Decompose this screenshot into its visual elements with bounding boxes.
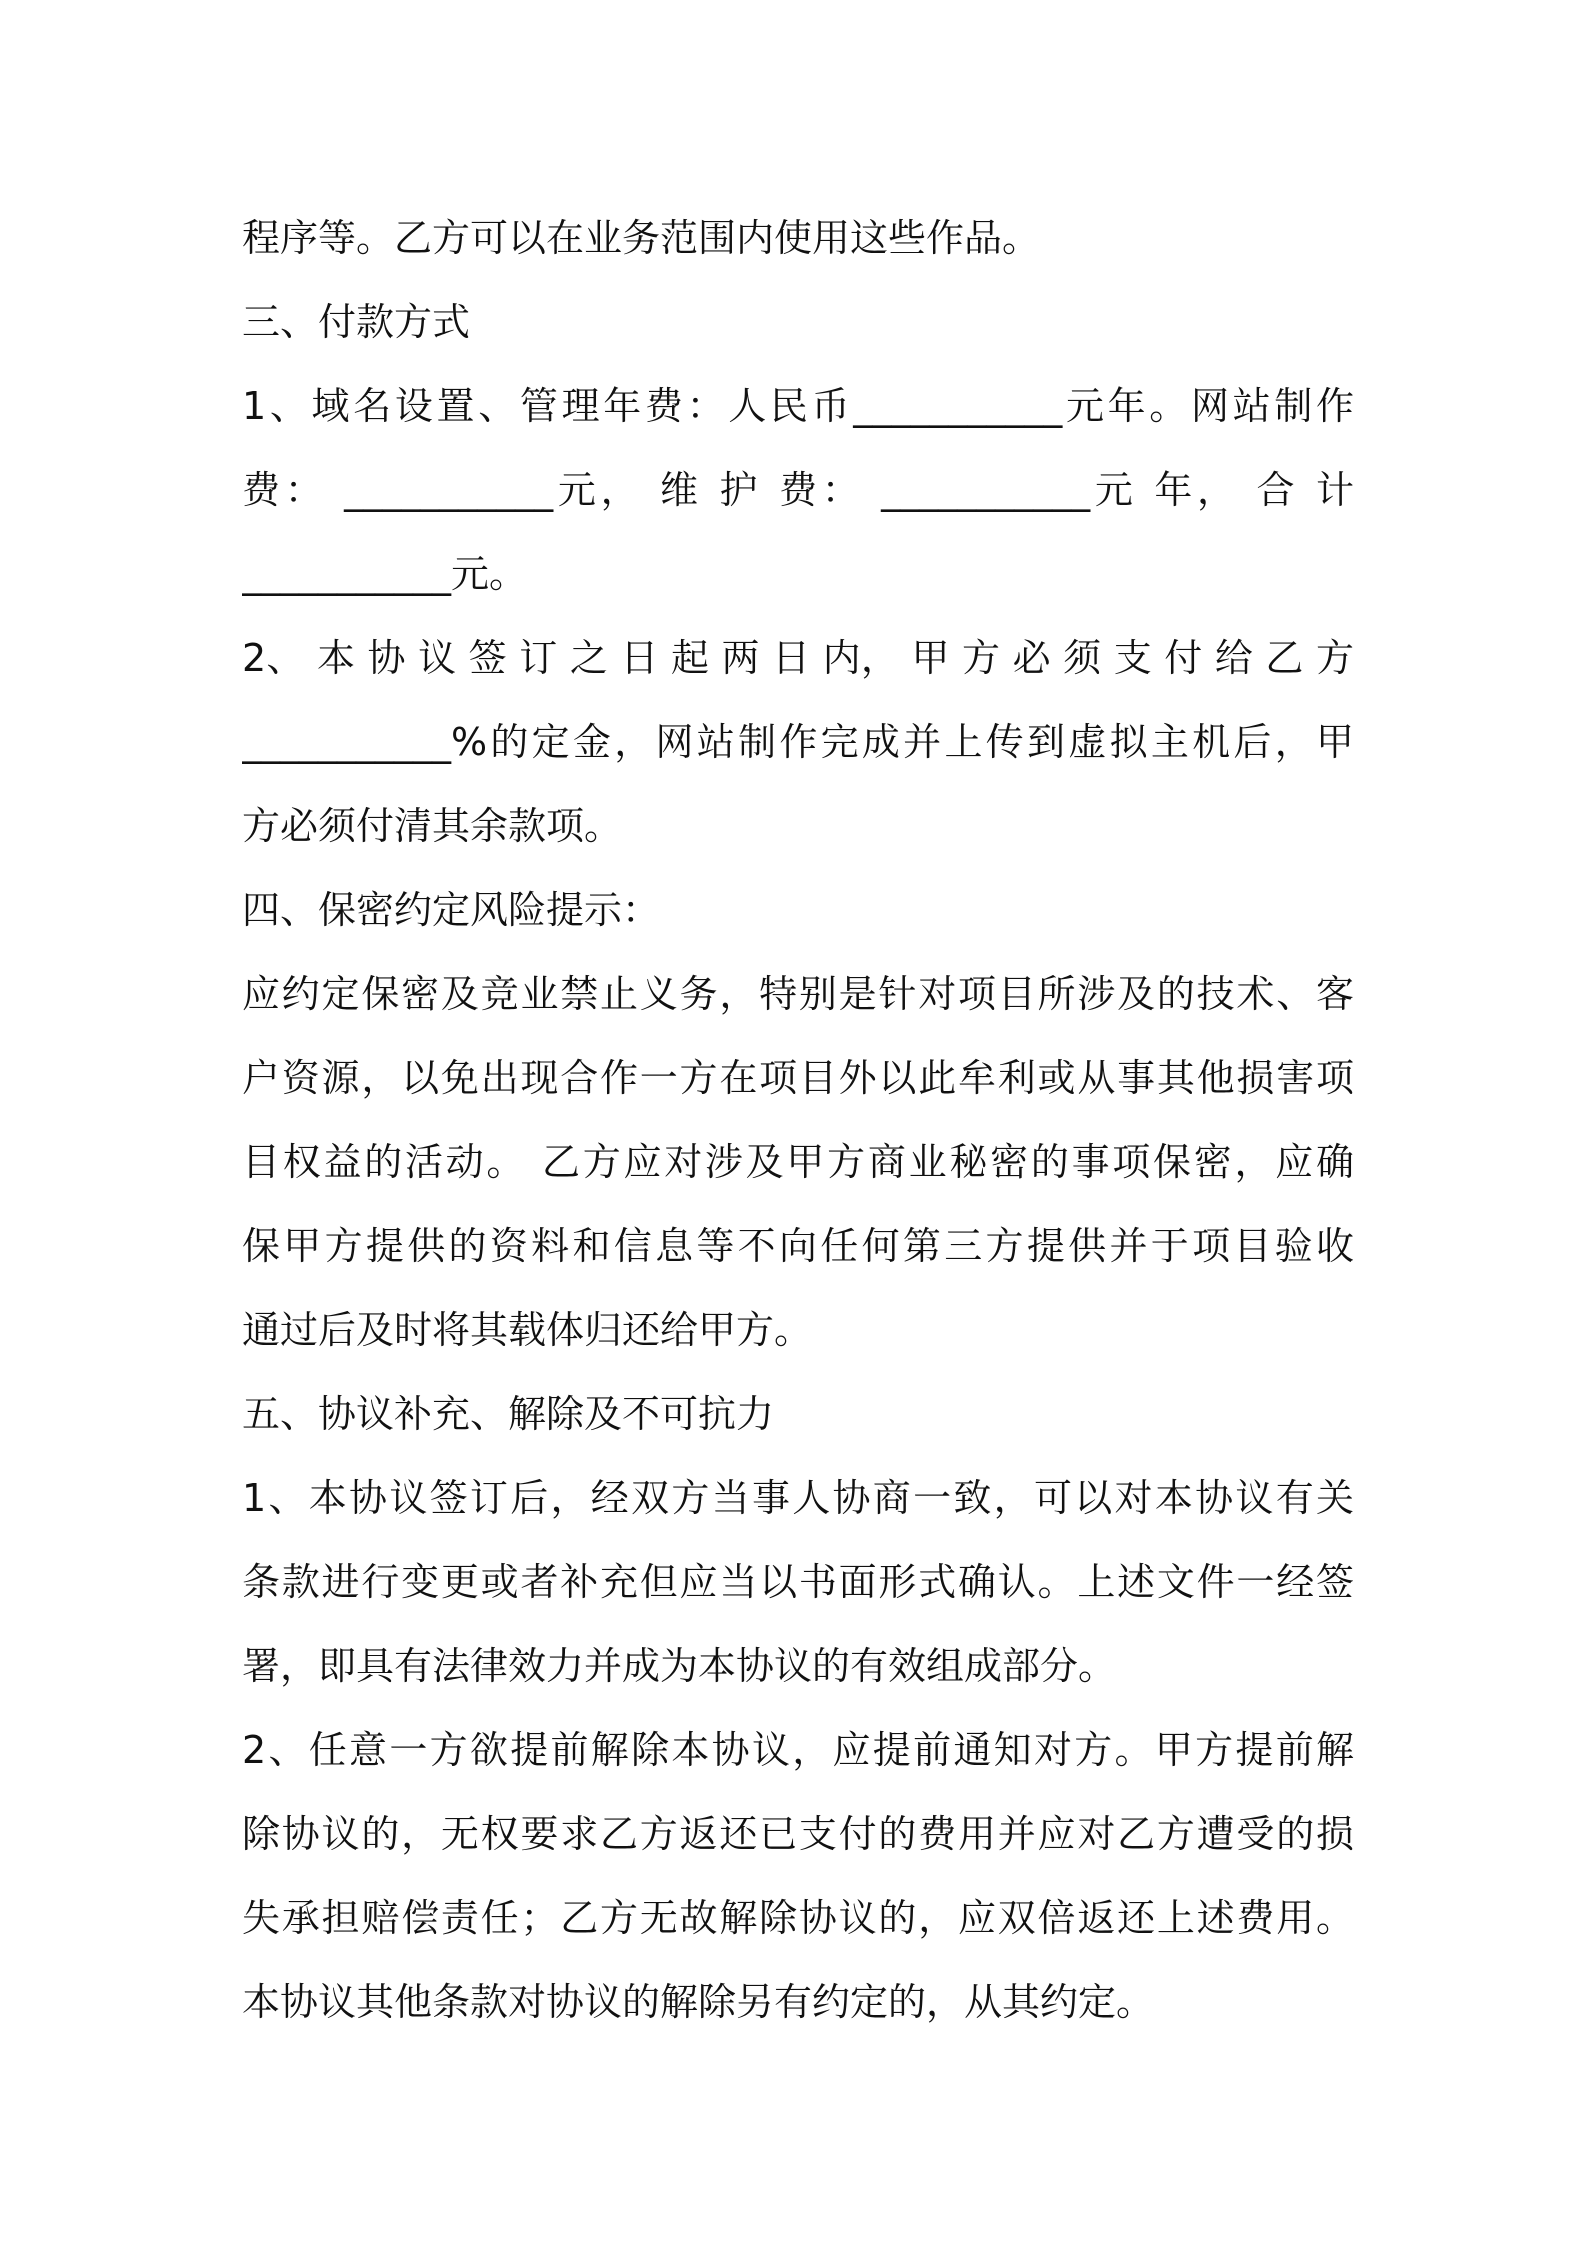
paragraph-line: 保甲方提供的资料和信息等不向任何第三方提供并于项目验收	[242, 1224, 1354, 1268]
paragraph-line: 本协议其他条款对协议的解除另有约定的，从其约定。	[242, 1980, 1155, 2024]
paragraph-line: 应约定保密及竞业禁止义务，特别是针对项目所涉及的技术、客	[242, 972, 1354, 1016]
paragraph-line: ___________%的定金，网站制作完成并上传到虚拟主机后，甲	[242, 720, 1354, 764]
paragraph-line: 程序等。乙方可以在业务范围内使用这些作品。	[242, 216, 1041, 260]
paragraph-line: 除协议的，无权要求乙方返还已支付的费用并应对乙方遭受的损	[242, 1812, 1354, 1856]
document-body	[242, 196, 1354, 2044]
paragraph-line: 署，即具有法律效力并成为本协议的有效组成部分。	[242, 1644, 1117, 1688]
paragraph-line: ___________元。	[242, 552, 528, 596]
paragraph-line: 方必须付清其余款项。	[242, 804, 623, 848]
paragraph-line: 条款进行变更或者补充但应当以书面形式确认。上述文件一经签	[242, 1560, 1354, 1604]
paragraph-line: 户资源，以免出现合作一方在项目外以此牟利或从事其他损害项	[242, 1056, 1354, 1100]
paragraph-line: 1、域名设置、管理年费：人民币___________元年。网站制作	[242, 384, 1354, 428]
paragraph-line: 2、 本 协 议 签 订 之 日 起 两 日 内， 甲 方 必 须 支 付 给 乙 方	[242, 636, 1354, 680]
paragraph-line: 费： ___________元， 维 护 费： ___________元 年， 合 计	[242, 468, 1354, 512]
paragraph-line: 1、本协议签订后，经双方当事人协商一致，可以对本协议有关	[242, 1476, 1354, 1520]
section-heading-payment: 三、付款方式	[242, 300, 471, 344]
section-heading-confidentiality: 四、保密约定风险提示：	[242, 888, 661, 932]
section-heading-supplement: 五、协议补充、解除及不可抗力	[242, 1392, 775, 1436]
paragraph-line: 通过后及时将其载体归还给甲方。	[242, 1308, 813, 1352]
paragraph-line: 失承担赔偿责任；乙方无故解除协议的，应双倍返还上述费用。	[242, 1896, 1354, 1940]
paragraph-line: 2、任意一方欲提前解除本协议，应提前通知对方。甲方提前解	[242, 1728, 1354, 1772]
paragraph-line: 目权益的活动。 乙方应对涉及甲方商业秘密的事项保密，应确	[242, 1140, 1354, 1184]
